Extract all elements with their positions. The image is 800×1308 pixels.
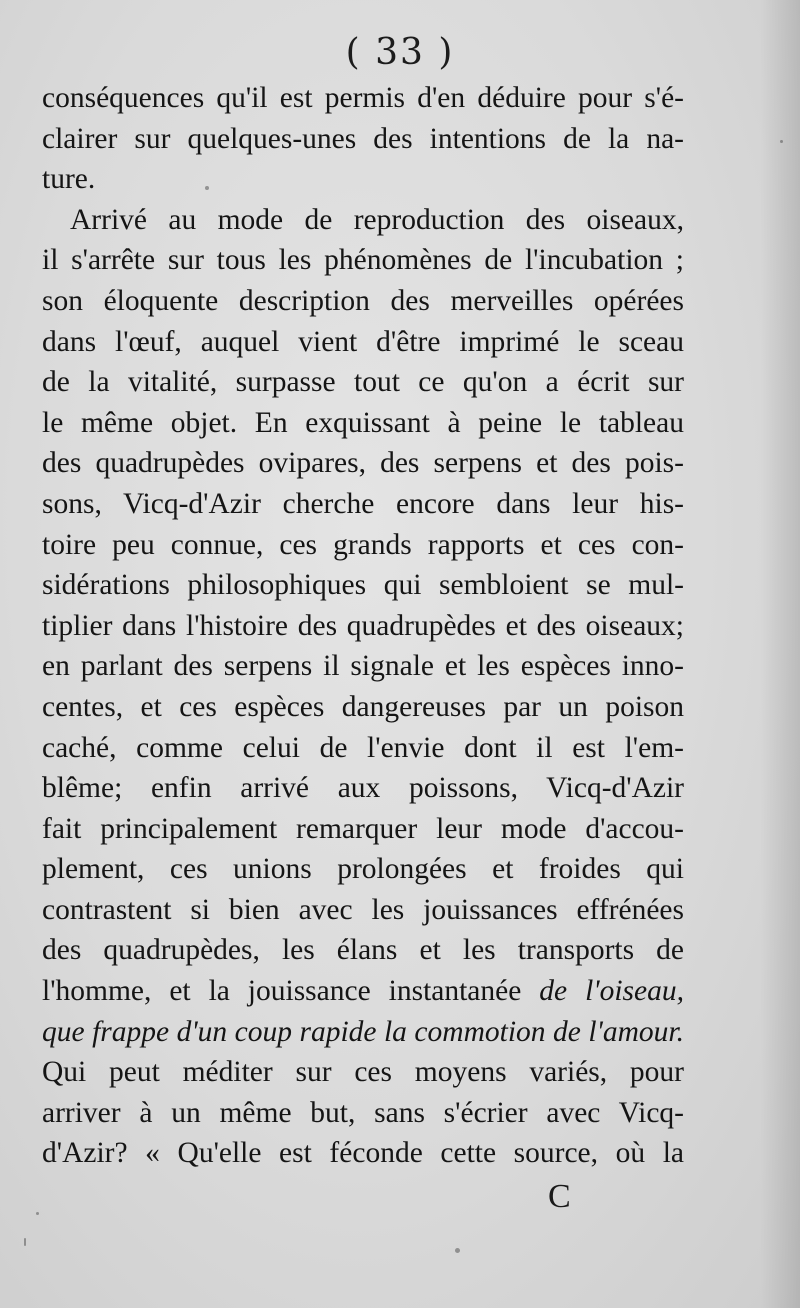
text-line: fait principalement remarquer leur mode d'accou- — [42, 812, 684, 845]
body-text — [42, 78, 684, 1174]
paper-speck — [24, 1238, 26, 1246]
paper-speck — [455, 1248, 460, 1253]
text-line: des quadrupèdes, les élans et les transports de — [42, 934, 684, 967]
text-line — [42, 971, 684, 1012]
text-line: plement, ces unions prolongées et froides qui — [42, 853, 684, 886]
text-line: Qui peut méditer sur ces moyens variés, pour — [42, 1056, 684, 1089]
paper-speck — [780, 140, 783, 143]
text-line: ture. — [42, 163, 96, 196]
text-line: caché, comme celui de l'envie dont il est l'em- — [42, 731, 684, 764]
text-line: blême; enfin arrivé aux poissons, Vicq-d'Azir — [42, 772, 684, 805]
italic-text-segment: de l'oiseau, — [539, 975, 684, 1008]
text-line: de la vitalité, surpasse tout ce qu'on a écrit sur — [42, 366, 684, 399]
text-line: dans l'œuf, auquel vient d'être imprimé le sceau — [42, 325, 684, 358]
text-line: sidérations philosophiques qui sembloient se mul- — [42, 569, 684, 602]
text-line: son éloquente description des merveilles opérées — [42, 284, 684, 317]
text-line: d'Azir? « Qu'elle est féconde cette source, où la — [42, 1137, 684, 1170]
text-line: il s'arrête sur tous les phénomènes de l'incubation ; — [42, 244, 684, 277]
paper-speck — [36, 1212, 39, 1215]
text-line: tiplier dans l'histoire des quadrupèdes et des oiseaux; — [42, 609, 684, 642]
italic-text-line: que frappe d'un coup rapide la commotion de l'amour. — [42, 1015, 684, 1048]
text-line: toire peu connue, ces grands rapports et ces con- — [42, 528, 684, 561]
page-number-header: ( 33 ) — [345, 32, 455, 73]
text-line: des quadrupèdes ovipares, des serpens et des pois- — [42, 447, 684, 480]
text-line: conséquences qu'il est permis d'en déduire pour s'é- — [42, 82, 684, 114]
page-edge-shadow — [760, 0, 800, 1308]
text-line: clairer sur quelques-unes des intentions de la na- — [42, 122, 684, 155]
text-line: sons, Vicq-d'Azir cherche encore dans leur his- — [42, 487, 684, 520]
text-line: en parlant des serpens il signale et les espèces inno- — [42, 650, 684, 683]
text-line: arriver à un même but, sans s'écrier avec Vicq- — [42, 1096, 684, 1129]
text-segment: l'homme, et la jouissance instantanée — [42, 975, 522, 1008]
text-line: centes, et ces espèces dangereuses par un poison — [42, 690, 684, 723]
text-line: Arrivé au mode de reproduction des oiseaux, — [70, 203, 684, 236]
text-line: contrastent si bien avec les jouissances effrénées — [42, 893, 684, 926]
signature-mark: C — [548, 1178, 571, 1215]
text-line: le même objet. En exquissant à peine le tableau — [42, 406, 684, 439]
